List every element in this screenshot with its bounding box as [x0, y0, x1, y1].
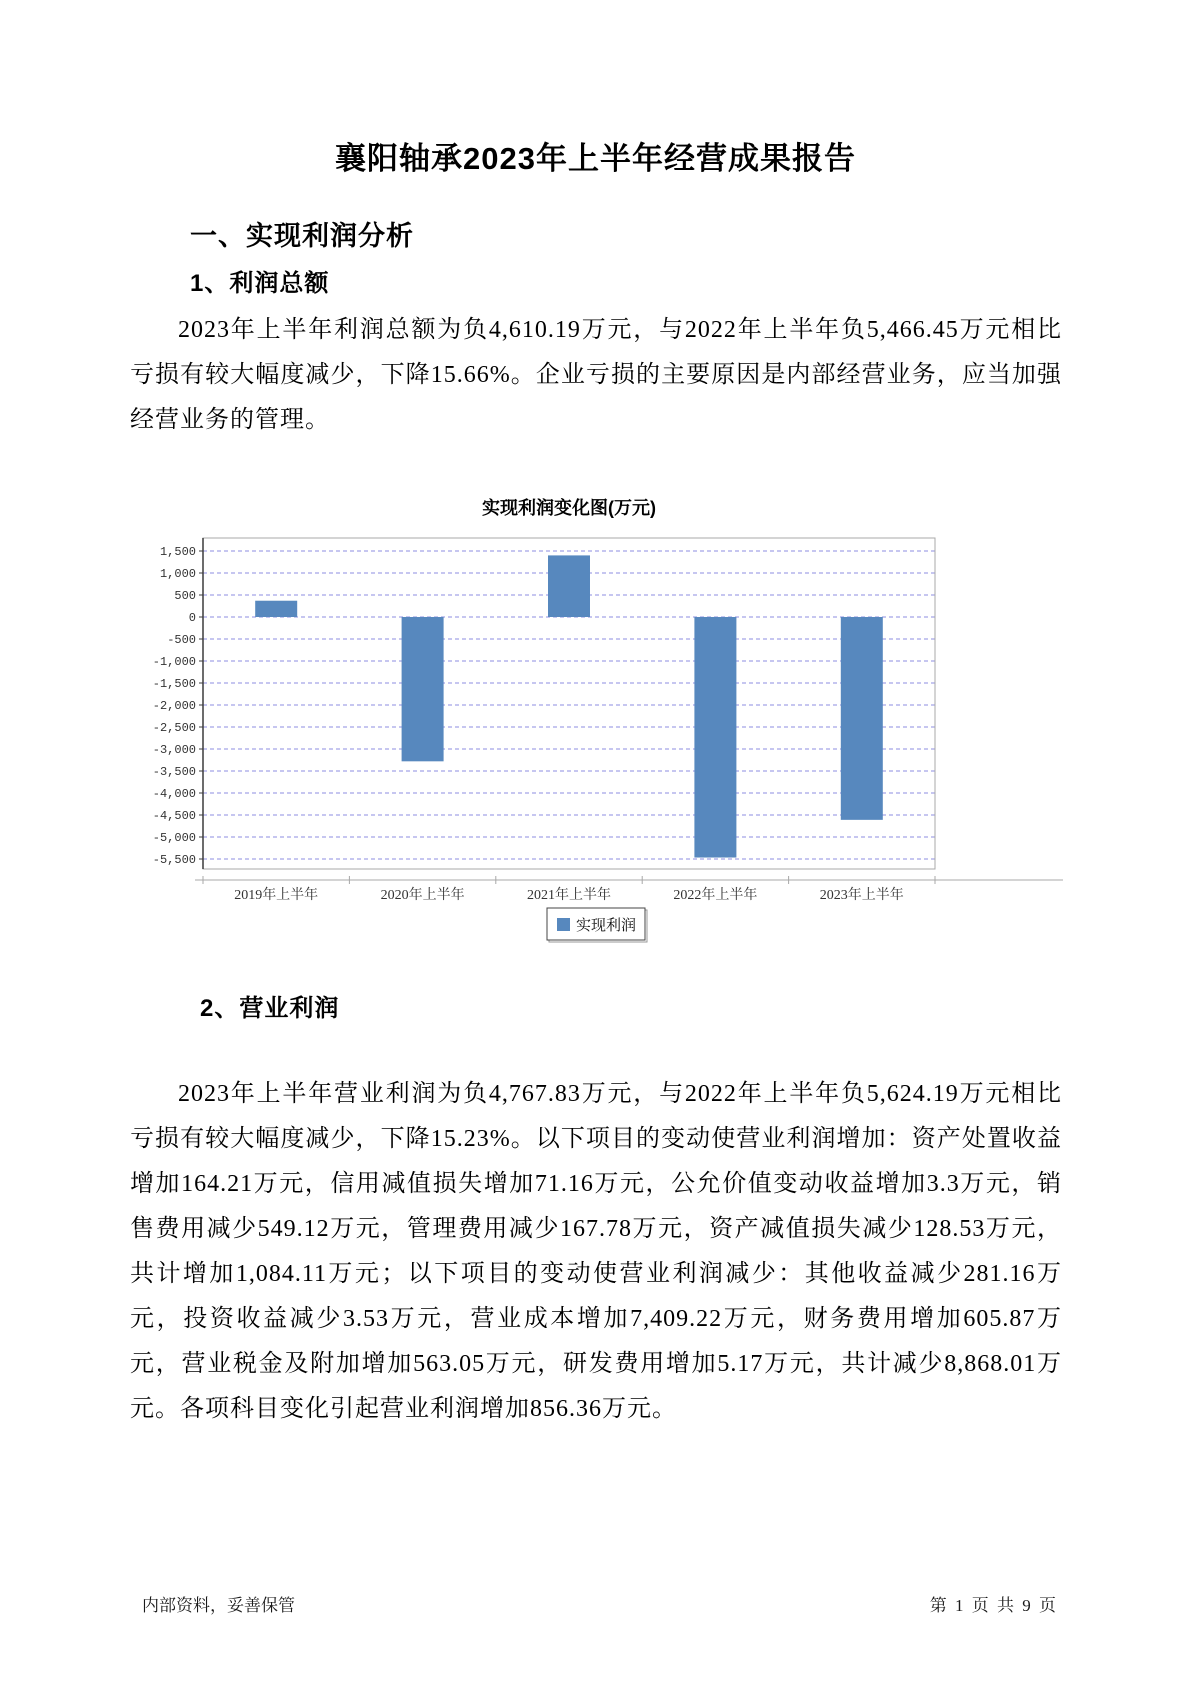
subsection-heading-total-profit: 1、利润总额	[190, 270, 330, 297]
y-axis-tick-label: 1,000	[159, 567, 196, 581]
subsection-heading-operating-profit: 2、营业利润	[200, 995, 340, 1022]
y-axis-tick-label: -3,500	[152, 765, 196, 779]
y-axis-tick-label: -500	[167, 633, 196, 647]
legend-color-swatch	[557, 918, 570, 931]
y-axis-tick-label: -3,000	[152, 743, 196, 757]
x-axis-category-label: 2022年上半年	[673, 888, 758, 903]
y-axis-tick-label: 0	[188, 611, 196, 625]
profit-change-bar-chart	[130, 520, 1075, 970]
total-profit-paragraph: 2023年上半年利润总额为负4,610.19万元，与2022年上半年负5,466.45万元相比亏损有较大幅度减少，下降15.66%。企业亏损的主要原因是内部经营业务，应当加强经营业务的管理。	[130, 317, 1062, 433]
page-footer	[142, 1592, 1058, 1620]
y-axis-tick-label: -2,500	[152, 721, 196, 735]
chart-bar	[548, 555, 590, 617]
operating-profit-paragraph: 2023年上半年营业利润为负4,767.83万元，与2022年上半年负5,624.19万元相比亏损有较大幅度减少，下降15.23%。以下项目的变动使营业利润增加：资产处置收益增加164.21万元，信用减值损失增加71.16万元，公允价值变动收益增加3.3万元，销售费用减少549.12万元，管理费用减少167.78万元，资产减值损失减少128.53万元，共计增加1,084.11万元；以下项目的变动使营业利润减少：其他收益减少281.16万元，投资收益减少3.53万元，营业成本增加7,409.22万元，财务费用增加605.87万元，营业税金及附加增加563.05万元，研发费用增加5.17万元，共计减少8,868.01万元。各项科目变化引起营业利润增加856.36万元。	[130, 1081, 1062, 1422]
y-axis-tick-label: -4,500	[152, 809, 196, 823]
x-axis-category-label: 2023年上半年	[819, 888, 904, 903]
footer-confidential-note: 内部资料，妥善保管	[142, 1596, 295, 1615]
y-axis-tick-label: -1,000	[152, 655, 196, 669]
section-heading-profit-analysis: 一、实现利润分析	[190, 221, 414, 251]
y-axis-tick-label: -4,000	[152, 787, 196, 801]
x-axis-category-label: 2021年上半年	[527, 888, 611, 903]
chart-bar	[841, 617, 883, 820]
legend-series-label: 实现利润	[576, 918, 637, 934]
y-axis-tick-label: -1,500	[152, 677, 196, 691]
chart-bar	[255, 601, 297, 617]
y-axis-tick-label: -5,000	[152, 831, 196, 845]
chart-bar	[694, 617, 736, 858]
x-axis-category-label: 2019年上半年	[234, 888, 319, 903]
y-axis-tick-label: -2,000	[152, 699, 196, 713]
y-axis-tick-label: 1,500	[159, 545, 196, 559]
y-axis-tick-label: -5,500	[152, 853, 196, 867]
y-axis-tick-label: 500	[174, 589, 196, 603]
chart-bar	[402, 617, 444, 761]
footer-page-number: 第 1 页 共 9 页	[929, 1596, 1058, 1615]
document-title: 襄阳轴承2023年上半年经营成果报告	[335, 141, 856, 176]
chart-title: 实现利润变化图(万元)	[482, 498, 656, 518]
x-axis-category-label: 2020年上半年	[380, 888, 465, 903]
